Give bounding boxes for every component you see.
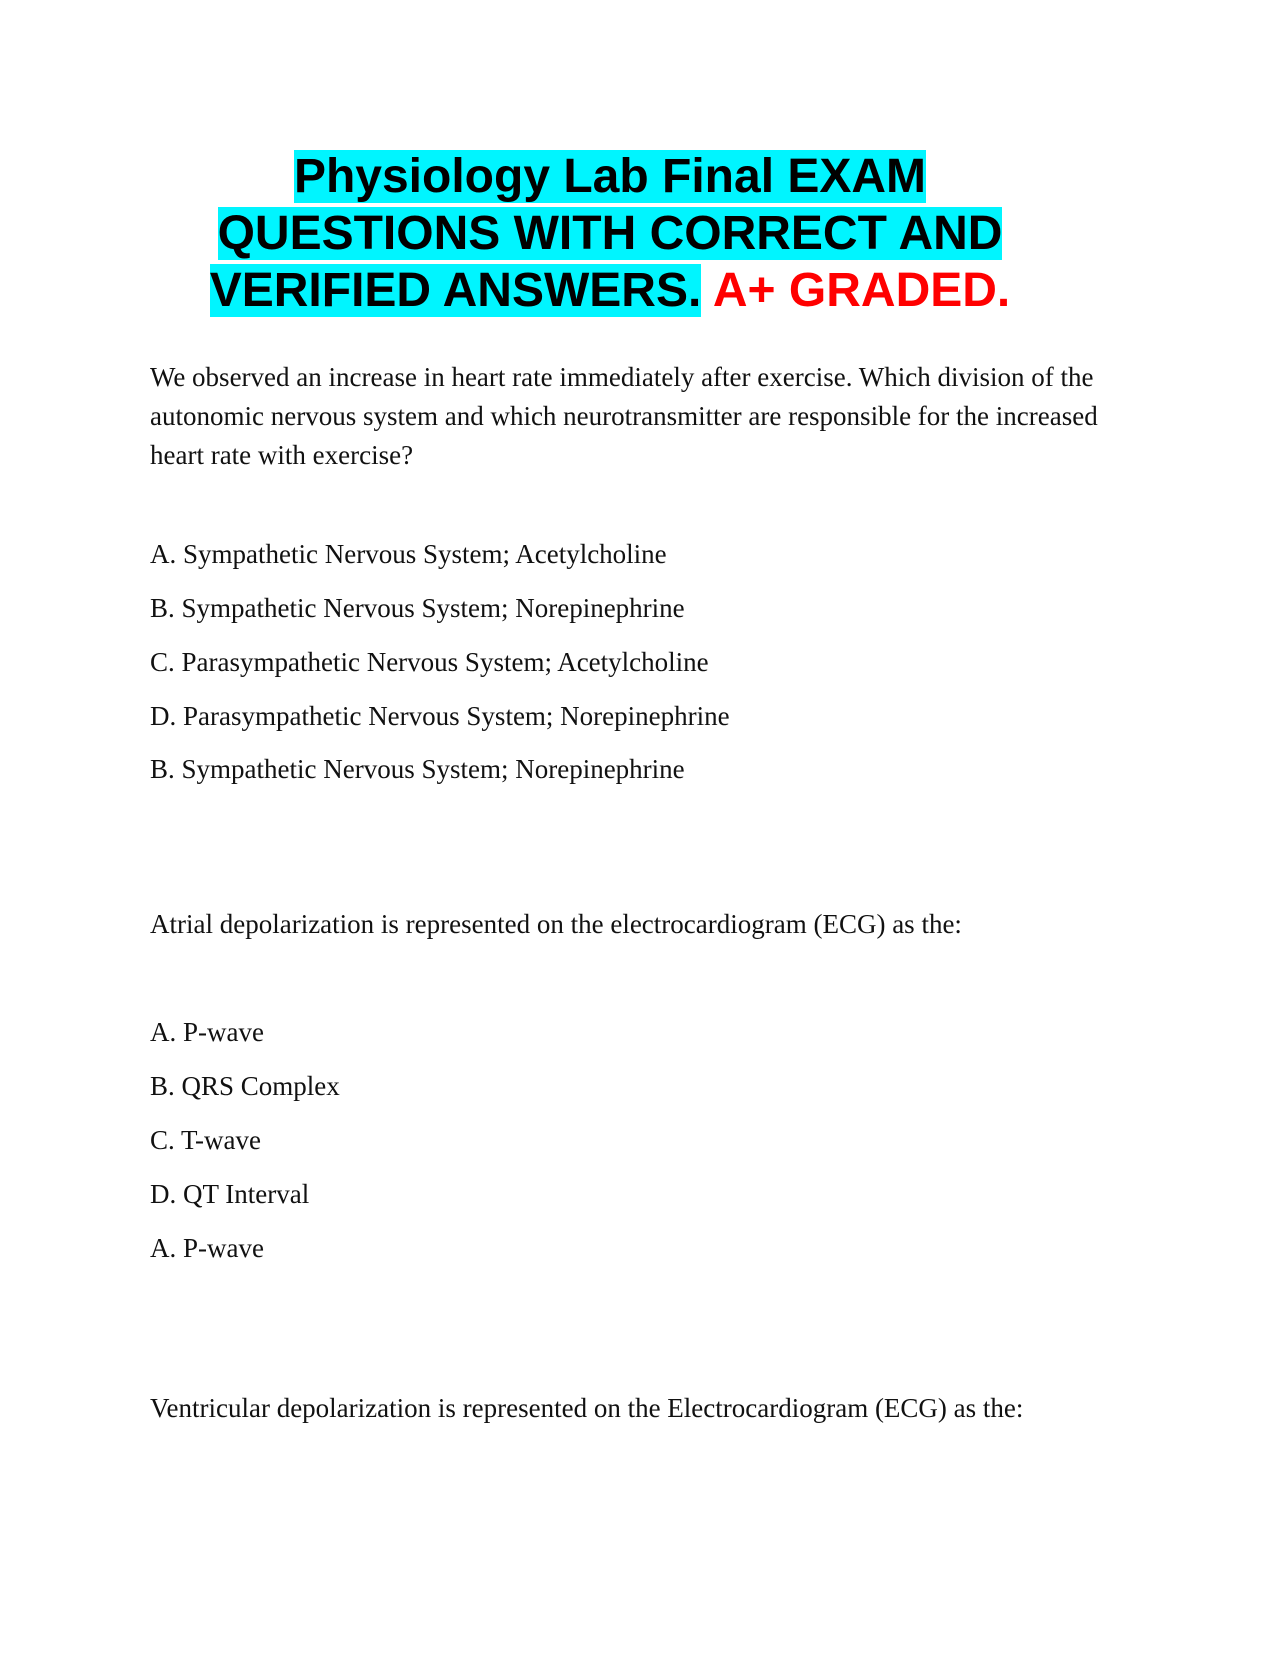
- title-line-2: QUESTIONS WITH CORRECT AND: [217, 207, 1003, 260]
- question-3-text: Ventricular depolarization is represented on the Electrocardiogram (ECG) as the:: [150, 1393, 1024, 1423]
- document-title: [150, 148, 1070, 319]
- question-2-option-c: C. T-wave: [150, 1125, 261, 1155]
- title-line-3: VERIFIED ANSWERS.: [209, 264, 702, 317]
- question-1-option-c: C. Parasympathetic Nervous System; Acetylcholine: [150, 647, 709, 677]
- question-2-option-a: A. P-wave: [150, 1017, 264, 1047]
- question-2-answer: A. P-wave: [150, 1233, 264, 1263]
- question-2-text: Atrial depolarization is represented on the electrocardiogram (ECG) as the:: [150, 909, 962, 939]
- question-1-text: We observed an increase in heart rate immediately after exercise. Which division of the autonomic nervous system and which neurotransmitter are responsible for the increased heart rate with exercise?: [150, 362, 1098, 470]
- question-1-option-d: D. Parasympathetic Nervous System; Norepinephrine: [150, 701, 730, 731]
- question-1-option-a: A. Sympathetic Nervous System; Acetylcholine: [150, 539, 667, 569]
- question-1-answer: B. Sympathetic Nervous System; Norepinephrine: [150, 754, 685, 784]
- question-1-option-b: B. Sympathetic Nervous System; Norepinephrine: [150, 593, 685, 623]
- question-2-option-d: D. QT Interval: [150, 1179, 310, 1209]
- grade-label: A+ GRADED.: [712, 264, 1011, 317]
- title-line-1: Physiology Lab Final EXAM: [293, 150, 927, 203]
- question-2-option-b: B. QRS Complex: [150, 1071, 340, 1101]
